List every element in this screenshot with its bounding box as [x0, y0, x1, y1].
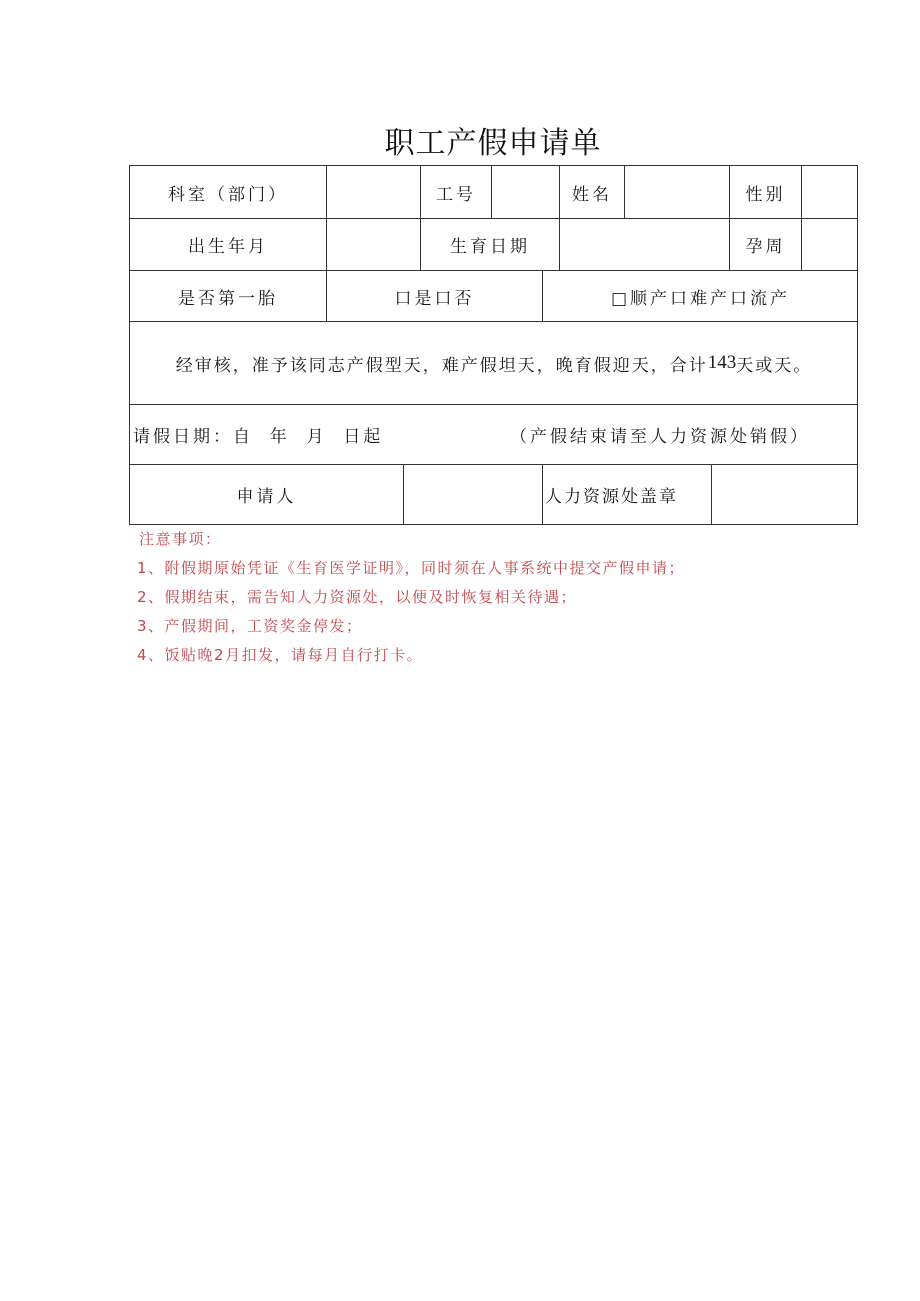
page-title: 职工产假申请单 [384, 126, 602, 161]
form-row-birth-delivery [130, 219, 857, 271]
applicant-signature-field[interactable] [404, 465, 542, 524]
delivery-date-field[interactable] [560, 219, 729, 270]
approval-statement [130, 322, 858, 404]
employee-id-field[interactable] [492, 166, 559, 218]
note-item-2: 2、假期结束，需告知人力资源处，以便及时恢复相关待遇； [137, 588, 578, 606]
department-label: 科室（部门） [168, 184, 288, 205]
gender-label: 性别 [745, 184, 786, 205]
note-item-3: 3、产假期间，工资奖金停发； [137, 617, 363, 635]
approval-text-a: 经审核，准予该同志产假型天，难产假坦天，晚育假迎天，合计 [175, 355, 708, 376]
delivery-date-label: 生育日期 [450, 237, 530, 257]
note-item-1: 1、附假期原始凭证《生育医学证明》，同时须在人事系统中提交产假申请； [137, 559, 686, 577]
pregnancy-weeks-field[interactable] [802, 219, 858, 270]
name-label: 姓名 [572, 184, 612, 205]
form-row-signatures [130, 465, 857, 524]
birth-month-field[interactable] [327, 219, 420, 270]
gender-field[interactable] [802, 166, 858, 218]
department-field[interactable] [327, 166, 420, 218]
note-item-4: 4、饭贴晚2月扣发，请每月自行打卡。 [137, 646, 424, 664]
form-row-first-child [130, 271, 857, 322]
leave-application-form [129, 165, 858, 525]
notes-section [137, 525, 685, 670]
delivery-type-options[interactable]: □顺产口难产口流产 [610, 288, 791, 309]
hr-stamp-field[interactable] [712, 465, 858, 524]
form-row-basic-info [130, 166, 857, 219]
approval-total-days: 143 [707, 352, 737, 373]
employee-id-label: 工号 [436, 184, 476, 205]
pregnancy-weeks-label: 孕周 [745, 237, 786, 257]
name-field[interactable] [625, 166, 729, 218]
form-row-approval [130, 322, 857, 405]
leave-start-date[interactable]: 请假日期：自 年 月 日起 [133, 427, 384, 447]
first-child-label: 是否第一胎 [178, 288, 278, 309]
leave-end-note: （产假结束请至人力资源处销假） [510, 427, 810, 447]
applicant-label: 申请人 [236, 487, 297, 507]
birth-month-label: 出生年月 [188, 237, 268, 257]
approval-text-b: 天或天。 [736, 355, 813, 376]
hr-stamp-label: 人力资源处盖章 [545, 487, 678, 507]
notes-heading: 注意事项： [139, 530, 222, 548]
form-row-leave-dates [130, 405, 857, 465]
first-child-options[interactable]: 口是口否 [394, 288, 475, 309]
